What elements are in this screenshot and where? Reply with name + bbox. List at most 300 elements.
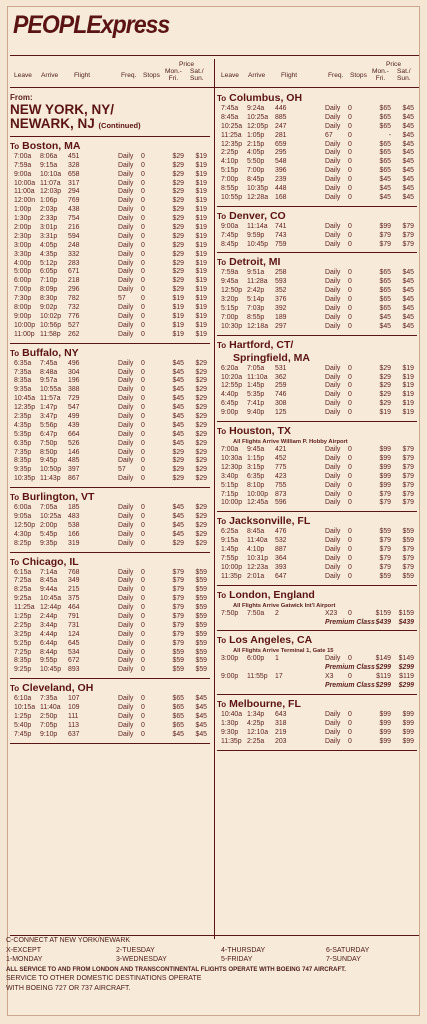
price-sat-sun: $19 <box>195 259 207 267</box>
leave-time: 2:35p <box>14 412 32 420</box>
schedule-row <box>10 457 210 466</box>
stops: 0 <box>141 657 145 665</box>
arrive-time: 9:40p <box>247 409 265 417</box>
flight-number: 281 <box>275 131 287 139</box>
column-headers-left <box>8 61 214 89</box>
schedule-row <box>10 404 210 413</box>
price-mon-fri: $45 <box>172 404 184 412</box>
stops: 0 <box>141 215 145 223</box>
leave-time: 11:35p <box>221 737 242 745</box>
frequency: Daily <box>325 176 341 184</box>
to-label: To <box>10 684 20 694</box>
flight-number: 397 <box>68 466 80 474</box>
frequency: Daily <box>325 499 341 507</box>
price-sat-sun: $79 <box>402 546 414 554</box>
arrive-time: 7:14a <box>40 568 58 576</box>
price-mon-fri: $45 <box>379 185 391 193</box>
leave-time: 4:35p <box>14 421 32 429</box>
frequency: Daily <box>118 604 134 612</box>
price-mon-fri: $45 <box>172 512 184 520</box>
schedule-row <box>10 466 210 475</box>
price-mon-fri: $19 <box>172 312 184 320</box>
leave-time: 12:35p <box>14 404 36 412</box>
flight-number: 532 <box>275 537 287 545</box>
legend-code: 5-FRIDAY <box>221 956 253 963</box>
leave-time: 8:45p <box>221 240 239 248</box>
price-sat-sun: $29 <box>195 412 207 420</box>
price-sat-sun: $59 <box>195 648 207 656</box>
origin-city-name: NEWARK, NJ <box>10 115 95 131</box>
price-sat-sun: $29 <box>195 368 207 376</box>
schedule-row <box>10 586 210 595</box>
stops: 0 <box>348 176 352 184</box>
arrive-time: 11:10a <box>247 373 268 381</box>
destination-section <box>217 698 417 751</box>
frequency: Daily <box>325 463 341 471</box>
schedule-row <box>217 223 417 232</box>
price-mon-fri: $79 <box>379 490 391 498</box>
price-mon-fri: $29 <box>172 259 184 267</box>
price-sat-sun: $59 <box>195 595 207 603</box>
schedule-row <box>10 251 210 260</box>
arrive-time: 4:44p <box>40 630 58 638</box>
arrive-time: 4:35p <box>40 250 58 258</box>
schedule-row <box>217 149 417 158</box>
arrive-time: 10:00p <box>247 490 269 498</box>
flight-number: 1 <box>275 655 279 663</box>
price-sat-sun: $29 <box>195 448 207 456</box>
destination-title <box>217 425 417 438</box>
price-mon-fri: $45 <box>379 193 391 201</box>
stops: 0 <box>141 330 145 338</box>
schedule-row <box>10 331 210 340</box>
arrive-time: 4:05p <box>247 149 265 157</box>
arrive-time: 7:03p <box>247 305 265 313</box>
schedule-row <box>217 167 417 176</box>
price-sat-sun: $29 <box>195 530 207 538</box>
flight-number: 647 <box>275 572 287 580</box>
price-mon-fri: $29 <box>172 457 184 465</box>
leave-time: 5:15p <box>221 167 239 175</box>
leave-time: 9:25p <box>14 666 32 674</box>
schedule-row <box>217 323 417 332</box>
leave-time: 4:30p <box>14 530 32 538</box>
leave-time: 12:35p <box>221 140 243 148</box>
legend-service-note-2: WITH BOEING 727 OR 737 AIRCRAFT. <box>6 984 131 992</box>
leave-time: 6:00p <box>14 277 32 285</box>
arrive-time: 8:06a <box>40 152 58 160</box>
flight-number: 376 <box>275 296 287 304</box>
flight-number: 109 <box>68 704 80 712</box>
schedule-row <box>10 595 210 604</box>
schedule-row <box>10 313 210 322</box>
arrive-time: 1:45p <box>247 382 265 390</box>
destination-title <box>10 140 210 153</box>
frequency: Daily <box>118 612 134 620</box>
leave-time: 10:30p <box>221 322 243 330</box>
leave-time: 9:00p <box>221 673 239 681</box>
arrive-time: 7:50p <box>40 439 58 447</box>
leave-time: 7:25p <box>14 648 32 656</box>
leave-time: 5:25p <box>14 639 32 647</box>
frequency: Daily <box>118 188 134 196</box>
stops: 0 <box>141 412 145 420</box>
schedule-row <box>10 695 210 704</box>
schedule-row <box>10 277 210 286</box>
leave-time: 10:55p <box>221 193 243 201</box>
price-sat-sun: $119 <box>399 673 414 681</box>
destination-section <box>217 256 417 335</box>
price-mon-fri: $65 <box>172 695 184 703</box>
price-sat-sun: $79 <box>402 222 414 230</box>
price-sat-sun: $59 <box>195 639 207 647</box>
destination-city: Houston, TX <box>229 425 291 438</box>
stops: 0 <box>141 224 145 232</box>
arrive-time: 11:40a <box>247 537 268 545</box>
flight-number: 218 <box>68 277 80 285</box>
flight-number: 216 <box>68 224 80 232</box>
stops: 0 <box>348 313 352 321</box>
flight-number: 499 <box>68 412 80 420</box>
frequency: X3 <box>325 673 334 681</box>
stops: 0 <box>141 639 145 647</box>
frequency: Daily <box>118 630 134 638</box>
price-sat-sun: $79 <box>402 231 414 239</box>
price-mon-fri: $29 <box>172 268 184 276</box>
arrive-time: 10:25a <box>247 113 269 121</box>
schedule-row <box>10 540 210 549</box>
leave-time: 6:20a <box>221 364 239 372</box>
price-mon-fri: $29 <box>172 475 184 483</box>
flight-number: 262 <box>68 330 80 338</box>
frequency: Daily <box>118 250 134 258</box>
frequency: Daily <box>325 454 341 462</box>
frequency: Daily <box>325 269 341 277</box>
destination-city: London, England <box>229 588 315 601</box>
price-mon-fri: $65 <box>379 269 391 277</box>
schedule-row <box>217 655 417 664</box>
flight-number: 166 <box>68 530 80 538</box>
left-column <box>10 90 210 747</box>
stops: 0 <box>348 122 352 130</box>
price-mon-fri: $29 <box>379 373 391 381</box>
price-sat-sun: $29 <box>195 377 207 385</box>
arrive-time: 5:45p <box>40 530 58 538</box>
legend-code: 7-SUNDAY <box>326 956 361 963</box>
flight-number: 392 <box>275 305 287 313</box>
schedule-row <box>217 473 417 482</box>
schedule-row <box>217 619 417 628</box>
frequency: Daily <box>325 167 341 175</box>
flight-number: 645 <box>68 639 80 647</box>
stops: 0 <box>348 481 352 489</box>
leave-time: 2:25p <box>221 149 239 157</box>
arrive-time: 10:31p <box>247 554 269 562</box>
flight-number: 295 <box>275 149 287 157</box>
flight-number: 247 <box>275 122 287 130</box>
flight-number: 17 <box>275 673 283 681</box>
stops: 0 <box>348 287 352 295</box>
schedule-row <box>10 206 210 215</box>
leave-time: 6:00a <box>14 504 32 512</box>
leave-time: 1:00p <box>14 206 32 214</box>
frequency: Daily <box>325 158 341 166</box>
price-mon-fri: $79 <box>379 499 391 507</box>
schedule-row <box>217 446 417 455</box>
schedule-row <box>10 395 210 404</box>
price-mon-fri: $65 <box>379 140 391 148</box>
arrive-time: 1:34p <box>247 710 265 718</box>
leave-time: 3:40p <box>221 472 239 480</box>
legend-code: 3-WEDNESDAY <box>116 956 167 963</box>
frequency: Daily <box>118 386 134 394</box>
frequency: Daily <box>118 179 134 187</box>
legend-code: X-EXCEPT <box>6 946 42 954</box>
stops: 0 <box>141 170 145 178</box>
schedule-row <box>10 431 210 440</box>
leave-time: 1:45p <box>221 546 239 554</box>
leave-time: 8:45a <box>221 113 239 121</box>
to-label: To <box>10 557 20 567</box>
arrive-time: 10:45p <box>40 666 62 674</box>
header-price: Price <box>179 61 195 68</box>
schedule-row <box>217 711 417 720</box>
frequency: Daily <box>118 713 134 720</box>
price-sat-sun: $159 <box>398 609 414 617</box>
leave-time: 10:30a <box>221 454 243 462</box>
flight-number: 775 <box>275 463 287 471</box>
flight-number: 531 <box>275 364 287 372</box>
schedule-row <box>10 162 210 171</box>
schedule-row <box>217 123 417 132</box>
flight-number: 283 <box>68 259 80 267</box>
stops: 0 <box>141 568 145 576</box>
frequency: Daily <box>118 224 134 232</box>
price-mon-fri: $29 <box>172 170 184 178</box>
price-mon-fri: $45 <box>172 395 184 403</box>
destination-city: Denver, CO <box>229 209 286 222</box>
arrive-time: 10:35p <box>247 185 269 193</box>
frequency: Daily <box>118 621 134 629</box>
schedule-row <box>217 305 417 314</box>
flight-number: 111 <box>68 713 79 720</box>
column-headers-right <box>215 61 421 89</box>
price-mon-fri: $79 <box>172 577 184 585</box>
leave-time: 10:00a <box>14 179 36 187</box>
frequency: Daily <box>118 359 134 367</box>
stops: 0 <box>348 463 352 471</box>
stops: 0 <box>141 241 145 249</box>
leave-time: 3:20p <box>221 296 239 304</box>
stops: 0 <box>141 368 145 376</box>
destination-title <box>217 92 417 105</box>
schedule-row <box>217 185 417 194</box>
frequency: Daily <box>118 232 134 240</box>
flight-number: 538 <box>68 521 80 529</box>
frequency: Daily <box>118 439 134 447</box>
price-sat-sun: $99 <box>402 710 414 718</box>
price-mon-fri: $29 <box>172 250 184 258</box>
price-mon-fri: $79 <box>172 568 184 576</box>
flight-number: 746 <box>275 391 287 399</box>
stops: 0 <box>141 277 145 285</box>
price-mon-fri: $29 <box>379 382 391 390</box>
price-sat-sun: $45 <box>402 185 414 193</box>
leave-time: 12:55p <box>221 382 243 390</box>
flight-number: 743 <box>275 231 287 239</box>
schedule-row <box>10 377 210 386</box>
frequency: Daily <box>325 391 341 399</box>
stops: 0 <box>141 430 145 438</box>
arrive-time: 7:50a <box>247 609 265 617</box>
destination-section <box>217 92 417 207</box>
stops: 0 <box>141 730 145 738</box>
price-mon-fri: $65 <box>379 305 391 313</box>
to-label: To <box>10 348 20 358</box>
leave-time: 1:30p <box>221 719 239 727</box>
destination-city: Columbus, OH <box>229 92 303 104</box>
frequency: Daily <box>325 305 341 313</box>
arrive-time: 7:05a <box>40 504 58 512</box>
timetable-page <box>7 6 420 1016</box>
schedule-row <box>217 528 417 537</box>
frequency: Daily <box>118 539 134 547</box>
arrive-time: 5:50p <box>247 158 265 166</box>
legend-aircraft-note: ALL SERVICE TO AND FROM LONDON AND TRANSCONTINENTAL FLIGHTS OPERATE WITH BOEING 747 AIRCRAFT. <box>6 965 346 973</box>
frequency: Daily <box>118 730 134 738</box>
stops: 0 <box>141 321 145 329</box>
price-sat-sun: $59 <box>195 630 207 638</box>
flight-number: 741 <box>275 222 287 230</box>
header-freq: Freq. <box>328 72 344 79</box>
frequency: Daily <box>118 721 134 729</box>
premium-class-label: Premium Class <box>325 682 375 690</box>
arrive-time: 12:10a <box>247 728 269 736</box>
flight-number: 658 <box>68 170 80 178</box>
flight-number: 375 <box>68 595 80 603</box>
frequency: Daily <box>325 296 341 304</box>
leave-time: 5:00p <box>14 268 32 276</box>
stops: 0 <box>141 152 145 160</box>
price-mon-fri: $99 <box>379 737 391 745</box>
price-mon-fri: $65 <box>172 704 184 712</box>
leave-time: 3:00p <box>14 241 32 249</box>
leave-time: 8:00p <box>14 304 32 312</box>
arrive-time: 8:30p <box>40 295 58 303</box>
flight-number: 526 <box>68 439 80 447</box>
leave-time: 2:30p <box>14 232 32 240</box>
arrive-time: 9:44a <box>40 586 58 594</box>
price-sat-sun: $29 <box>195 439 207 447</box>
stops: 0 <box>348 728 352 736</box>
schedule-row <box>217 682 417 691</box>
price-mon-fri: $19 <box>379 409 391 417</box>
schedule-row <box>217 720 417 729</box>
arrive-time: 2:00p <box>40 521 58 529</box>
destination-section <box>217 210 417 254</box>
to-label: To <box>217 699 227 709</box>
price-mon-fri: $65 <box>379 105 391 112</box>
stops: 0 <box>141 695 145 703</box>
price-sat-sun: $149 <box>398 655 414 663</box>
price-sat-sun: $79 <box>402 446 414 454</box>
flight-number: 483 <box>68 512 80 520</box>
destination-section <box>10 347 210 488</box>
price-sat-sun: $45 <box>195 695 207 703</box>
stops: 0 <box>348 655 352 663</box>
arrive-time: 4:25p <box>247 719 265 727</box>
price-sat-sun: $19 <box>402 400 414 408</box>
header-mon-fri: Mon.- Fri. <box>372 68 389 82</box>
leave-time: 7:00a <box>14 152 32 160</box>
frequency: Daily <box>118 530 134 538</box>
price-sat-sun: $29 <box>195 386 207 394</box>
arrive-time: 12:23a <box>247 563 269 571</box>
price-mon-fri: $29 <box>379 400 391 408</box>
price-mon-fri: $29 <box>172 241 184 249</box>
schedule-row <box>10 215 210 224</box>
schedule-row <box>10 268 210 277</box>
brand-logo: PEOPLExpress <box>13 11 170 39</box>
price-sat-sun: $29 <box>195 512 207 520</box>
schedule-row <box>217 176 417 185</box>
frequency: X23 <box>325 609 338 617</box>
stops: 0 <box>348 296 352 304</box>
leave-time: 10:25a <box>221 122 243 130</box>
price-sat-sun: $29 <box>195 504 207 512</box>
price-sat-sun: $45 <box>402 313 414 321</box>
frequency: Daily <box>118 475 134 483</box>
leave-time: 10:15a <box>14 704 36 712</box>
stops: 0 <box>348 373 352 381</box>
price-sat-sun: $45 <box>402 287 414 295</box>
leave-time: 6:45p <box>221 400 239 408</box>
flight-number: 393 <box>275 563 287 571</box>
stops: 0 <box>141 395 145 403</box>
stops: 0 <box>348 546 352 554</box>
stops: 0 <box>141 188 145 196</box>
price-sat-sun: $29 <box>195 457 207 465</box>
flight-number: 534 <box>68 648 80 656</box>
frequency: Daily <box>118 368 134 376</box>
price-sat-sun: $19 <box>195 312 207 320</box>
schedule-row <box>10 504 210 513</box>
leave-time: 9:00p <box>14 312 32 320</box>
price-sat-sun: $59 <box>195 666 207 674</box>
flight-number: 485 <box>68 457 80 465</box>
frequency: Daily <box>325 287 341 295</box>
schedule-row <box>10 640 210 649</box>
stops: 0 <box>141 457 145 465</box>
flight-number: 755 <box>275 481 287 489</box>
stops: 0 <box>141 586 145 594</box>
arrive-time: 4:05p <box>40 241 58 249</box>
leave-time: 10:00p <box>221 499 243 507</box>
to-label: To <box>217 258 227 268</box>
price-sat-sun: $19 <box>195 330 207 338</box>
leave-time: 1:25p <box>14 713 32 720</box>
flight-number: 185 <box>68 504 80 512</box>
arrive-time: 12:18a <box>247 322 269 330</box>
schedule-row <box>217 546 417 555</box>
stops: 0 <box>348 140 352 148</box>
frequency: Daily <box>325 193 341 201</box>
schedule-row <box>217 555 417 564</box>
flight-number: 659 <box>275 140 287 148</box>
frequency: Daily <box>325 472 341 480</box>
price-mon-fri: - <box>388 131 391 139</box>
schedule-row <box>217 610 417 619</box>
